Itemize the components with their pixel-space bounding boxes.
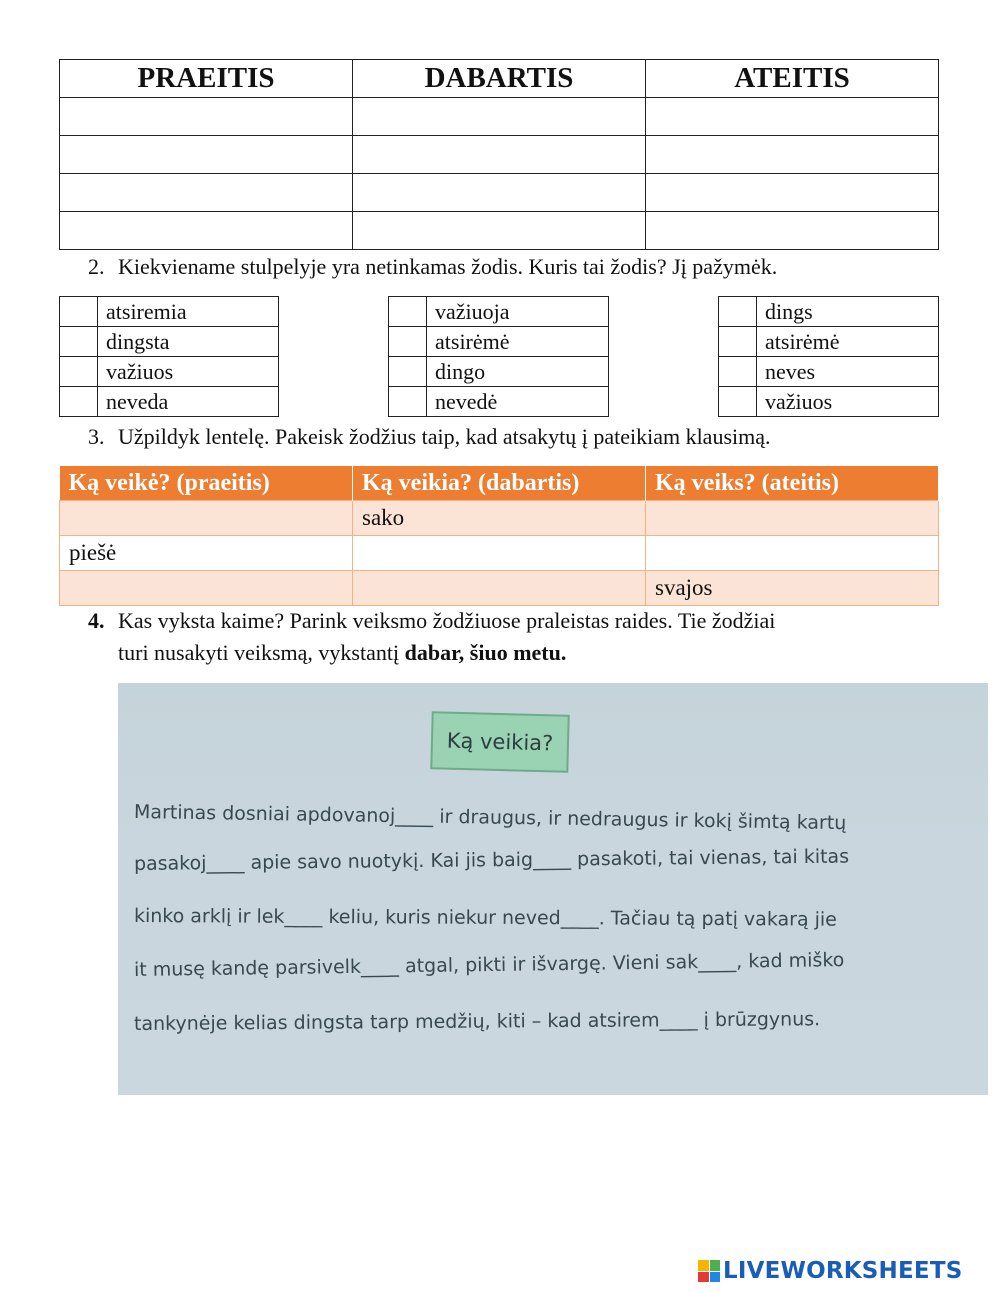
word-list-1 xyxy=(59,296,279,417)
verb-cell: piešė xyxy=(60,536,353,571)
word: neves xyxy=(757,357,939,387)
question-3 xyxy=(88,421,771,453)
verb-cell[interactable] xyxy=(60,571,353,606)
word: atsiremia xyxy=(98,297,279,327)
verb-table xyxy=(59,466,939,606)
answer-cell[interactable] xyxy=(60,136,353,174)
checkbox[interactable] xyxy=(719,297,757,327)
logo-text: LIVEWORKSHEETS xyxy=(723,1258,963,1284)
word: dingsta xyxy=(98,327,279,357)
word: neveda xyxy=(98,387,279,417)
question-number: 4. xyxy=(88,608,105,633)
checkbox[interactable] xyxy=(389,327,427,357)
photo-text-line: it musę kandę parsivelk____ atgal, pikti ir išvargę. Vieni sak____, kad miško xyxy=(133,949,845,981)
header-past: Ką veikė? (praeitis) xyxy=(60,466,353,501)
question-text-line1: Kas vyksta kaime? Parink veiksmo žodžiuose praleistas raides. Tie žodžiai xyxy=(118,608,776,633)
answer-cell[interactable] xyxy=(353,98,646,136)
answer-cell[interactable] xyxy=(353,174,646,212)
header-praeitis: PRAEITIS xyxy=(60,60,353,98)
logo-icon xyxy=(698,1260,720,1282)
header-ateitis: ATEITIS xyxy=(646,60,939,98)
checkbox[interactable] xyxy=(719,357,757,387)
answer-cell[interactable] xyxy=(60,212,353,250)
liveworksheets-logo xyxy=(698,1258,962,1284)
answer-cell[interactable] xyxy=(646,98,939,136)
word: važiuos xyxy=(757,387,939,417)
question-text: Užpildyk lentelę. Pakeisk žodžius taip, kad atsakytų į pateikiam klausimą. xyxy=(118,424,771,449)
answer-cell[interactable] xyxy=(60,174,353,212)
question-text-emphasis: dabar, šiuo metu. xyxy=(404,640,567,665)
question-number: 3. xyxy=(88,424,105,449)
header-present: Ką veikia? (dabartis) xyxy=(353,466,646,501)
photo-text-line: Martinas dosniai apdovanoj____ ir draugus, ir nedraugus ir kokį šimtą kartų xyxy=(133,801,847,835)
verb-cell[interactable] xyxy=(60,501,353,536)
answer-cell[interactable] xyxy=(353,136,646,174)
photo-text-line: kinko arklį ir lek____ keliu, kuris niekur neved____. Tačiau tą patį vakarą jie xyxy=(133,905,837,931)
verb-cell[interactable] xyxy=(646,501,939,536)
word: dingo xyxy=(427,357,609,387)
answer-cell[interactable] xyxy=(646,174,939,212)
word-list-3 xyxy=(718,296,939,417)
header-dabartis: DABARTIS xyxy=(353,60,646,98)
tense-table xyxy=(59,59,939,250)
word: dings xyxy=(757,297,939,327)
word: nevedė xyxy=(427,387,609,417)
answer-cell[interactable] xyxy=(646,136,939,174)
verb-cell: sako xyxy=(353,501,646,536)
checkbox[interactable] xyxy=(719,327,757,357)
verb-cell[interactable] xyxy=(353,571,646,606)
word: važiuoja xyxy=(427,297,609,327)
textbook-photo xyxy=(118,683,988,1095)
word: atsirėmė xyxy=(757,327,939,357)
photo-label: Ką veikia? xyxy=(430,711,569,773)
header-future: Ką veiks? (ateitis) xyxy=(646,466,939,501)
photo-text-line: pasakoj____ apie savo nuotykį. Kai jis baig____ pasakoti, tai vienas, tai kitas xyxy=(133,845,850,875)
verb-cell[interactable] xyxy=(353,536,646,571)
checkbox[interactable] xyxy=(389,387,427,417)
question-2 xyxy=(88,251,777,283)
answer-cell[interactable] xyxy=(646,212,939,250)
photo-text-line: tankynėje kelias dingsta tarp medžių, kiti – kad atsirem____ į brūzgynus. xyxy=(133,1008,821,1035)
question-text-line2: turi nusakyti veiksmą, vykstantį xyxy=(118,640,405,665)
question-text: Kiekviename stulpelyje yra netinkamas žodis. Kuris tai žodis? Jį pažymėk. xyxy=(118,254,778,279)
checkbox[interactable] xyxy=(60,387,98,417)
checkbox[interactable] xyxy=(60,357,98,387)
question-number: 2. xyxy=(88,254,105,279)
word: važiuos xyxy=(98,357,279,387)
checkbox[interactable] xyxy=(389,357,427,387)
answer-cell[interactable] xyxy=(60,98,353,136)
checkbox[interactable] xyxy=(60,327,98,357)
word-list-2 xyxy=(388,296,609,417)
checkbox[interactable] xyxy=(719,387,757,417)
answer-cell[interactable] xyxy=(353,212,646,250)
checkbox[interactable] xyxy=(60,297,98,327)
verb-cell: svajos xyxy=(646,571,939,606)
question-4 xyxy=(88,605,948,669)
checkbox[interactable] xyxy=(389,297,427,327)
verb-cell[interactable] xyxy=(646,536,939,571)
word: atsirėmė xyxy=(427,327,609,357)
